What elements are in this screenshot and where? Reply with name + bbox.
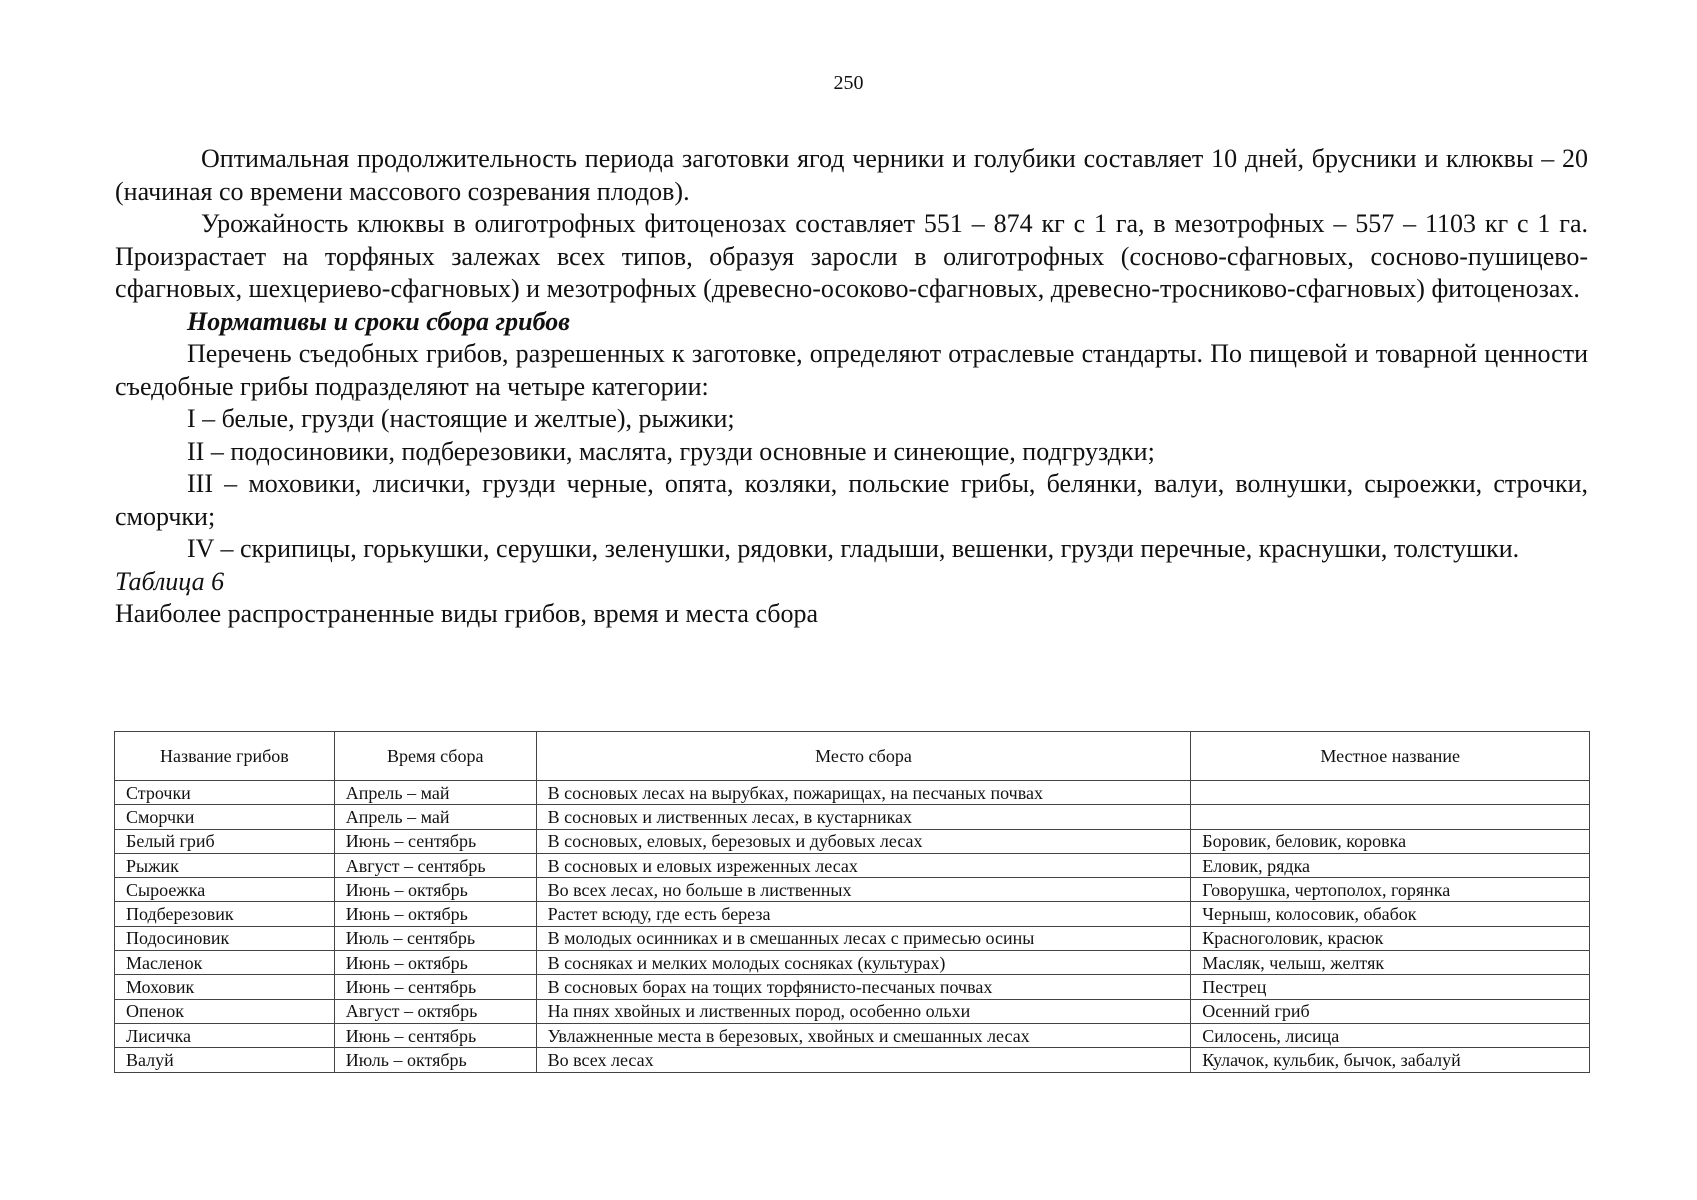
table-title: Наиболее распространенные виды грибов, время и места сбора (115, 599, 819, 628)
mushroom-table (114, 731, 1590, 1073)
table-label: Таблица 6 (115, 566, 225, 596)
cell-local-name: Кулачок, кульбик, бычок, забалуй (1191, 1048, 1590, 1072)
cell-time: Июль – октябрь (334, 1048, 536, 1072)
cell-place: В молодых осинниках и в смешанных лесах с примесью осины (536, 926, 1191, 950)
cell-name: Рыжик (115, 853, 335, 877)
category-1: I – белые, грузди (настоящие и желтые), рыжики; (187, 404, 735, 433)
table-row (115, 805, 1590, 829)
cell-local-name (1191, 781, 1590, 805)
cell-name: Сыроежка (115, 878, 335, 902)
cell-local-name (1191, 805, 1590, 829)
category-4: IV – скрипицы, горькушки, серушки, зеленушки, рядовки, гладыши, вешенки, грузди перечные, краснушки, толстушки. (187, 534, 1520, 563)
cell-time: Август – сентябрь (334, 853, 536, 877)
cell-time: Июнь – октябрь (334, 902, 536, 926)
cell-local-name: Говорушка, чертополох, горянка (1191, 878, 1590, 902)
section-heading: Нормативы и сроки сбора грибов (187, 306, 570, 336)
table-row (115, 853, 1590, 877)
cell-place: В сосновых, еловых, березовых и дубовых лесах (536, 829, 1191, 853)
table-body (115, 781, 1590, 1073)
table-row (115, 902, 1590, 926)
cell-place: В сосновых и еловых изреженных лесах (536, 853, 1191, 877)
cell-place: Растет всюду, где есть береза (536, 902, 1191, 926)
cell-name: Подосиновик (115, 926, 335, 950)
cell-name: Белый гриб (115, 829, 335, 853)
header-place: Место сбора (536, 732, 1191, 781)
cell-local-name: Пестрец (1191, 975, 1590, 999)
cell-place: Во всех лесах, но больше в лиственных (536, 878, 1191, 902)
cell-place: В сосновых лесах на вырубках, пожарищах, на песчаных почвах (536, 781, 1191, 805)
header-time: Время сбора (334, 732, 536, 781)
cell-time: Апрель – май (334, 781, 536, 805)
cell-local-name: Масляк, челыш, желтяк (1191, 951, 1590, 975)
cell-place: В сосновых и лиственных лесах, в кустарниках (536, 805, 1191, 829)
table-row (115, 1048, 1590, 1072)
table-row (115, 975, 1590, 999)
cell-time: Июнь – сентябрь (334, 829, 536, 853)
cell-local-name: Силосень, лисица (1191, 1023, 1590, 1047)
table-row (115, 999, 1590, 1023)
table-row (115, 878, 1590, 902)
cell-local-name: Еловик, рядка (1191, 853, 1590, 877)
table-header-row (115, 732, 1590, 781)
cell-local-name: Черныш, колосовик, обабок (1191, 902, 1590, 926)
paragraph-mushroom-standards: Перечень съедобных грибов, разрешенных к заготовке, определяют отраслевые стандарты. По пищевой и товарной ценности съедобные грибы подразделяют на четыре категории: (115, 339, 1588, 401)
page-number: 250 (833, 72, 864, 94)
table-row (115, 951, 1590, 975)
table-row (115, 926, 1590, 950)
cell-local-name: Осенний гриб (1191, 999, 1590, 1023)
cell-name: Лисичка (115, 1023, 335, 1047)
cell-place: На пнях хвойных и лиственных пород, особенно ольхи (536, 999, 1191, 1023)
cell-place: В сосновых борах на тощих торфянисто-песчаных почвах (536, 975, 1191, 999)
cell-name: Подберезовик (115, 902, 335, 926)
cell-place: Увлажненные места в березовых, хвойных и смешанных лесах (536, 1023, 1191, 1047)
table-row (115, 829, 1590, 853)
cell-name: Сморчки (115, 805, 335, 829)
header-local-name: Местное название (1191, 732, 1590, 781)
table-row (115, 781, 1590, 805)
category-3: III – моховики, лисички, грузди черные, опята, козляки, польские грибы, белянки, валуи, волнушки, сыроежки, строчки, сморчки; (115, 469, 1588, 531)
cell-time: Июнь – сентябрь (334, 975, 536, 999)
cell-name: Моховик (115, 975, 335, 999)
cell-time: Август – октябрь (334, 999, 536, 1023)
cell-time: Июнь – октябрь (334, 878, 536, 902)
cell-name: Строчки (115, 781, 335, 805)
cell-time: Апрель – май (334, 805, 536, 829)
cell-place: Во всех лесах (536, 1048, 1191, 1072)
cell-name: Масленок (115, 951, 335, 975)
cell-name: Валуй (115, 1048, 335, 1072)
paragraph-berry-harvest-period: Оптимальная продолжительность периода заготовки ягод черники и голубики составляет 10 дней, брусники и клюквы – 20 (начиная со времени массового созревания плодов). (115, 144, 1588, 206)
paragraph-cranberry-yield: Урожайность клюквы в олиготрофных фитоценозах составляет 551 – 874 кг с 1 га, в мезотрофных – 557 – 1103 кг с 1 га. Произрастает на торфяных залежах всех типов, образуя заросли в олиготрофных (сосново-сфагновых, сосново-пушицево-сфагновых, шехцериево-сфагновых) и мезотрофных (древесно-осоково-сфагновых, древесно-тросниково-сфагновых) фитоценозах. (115, 209, 1588, 303)
cell-place: В сосняках и мелких молодых сосняках (культурах) (536, 951, 1191, 975)
cell-local-name: Боровик, беловик, коровка (1191, 829, 1590, 853)
body-text (115, 143, 1588, 631)
table-row (115, 1023, 1590, 1047)
category-2: II – подосиновики, подберезовики, маслята, грузди основные и синеющие, подгруздки; (187, 436, 1155, 466)
cell-time: Июль – сентябрь (334, 926, 536, 950)
header-name: Название грибов (115, 732, 335, 781)
cell-local-name: Красноголовик, красюк (1191, 926, 1590, 950)
cell-time: Июнь – сентябрь (334, 1023, 536, 1047)
cell-time: Июнь – октябрь (334, 951, 536, 975)
cell-name: Опенок (115, 999, 335, 1023)
